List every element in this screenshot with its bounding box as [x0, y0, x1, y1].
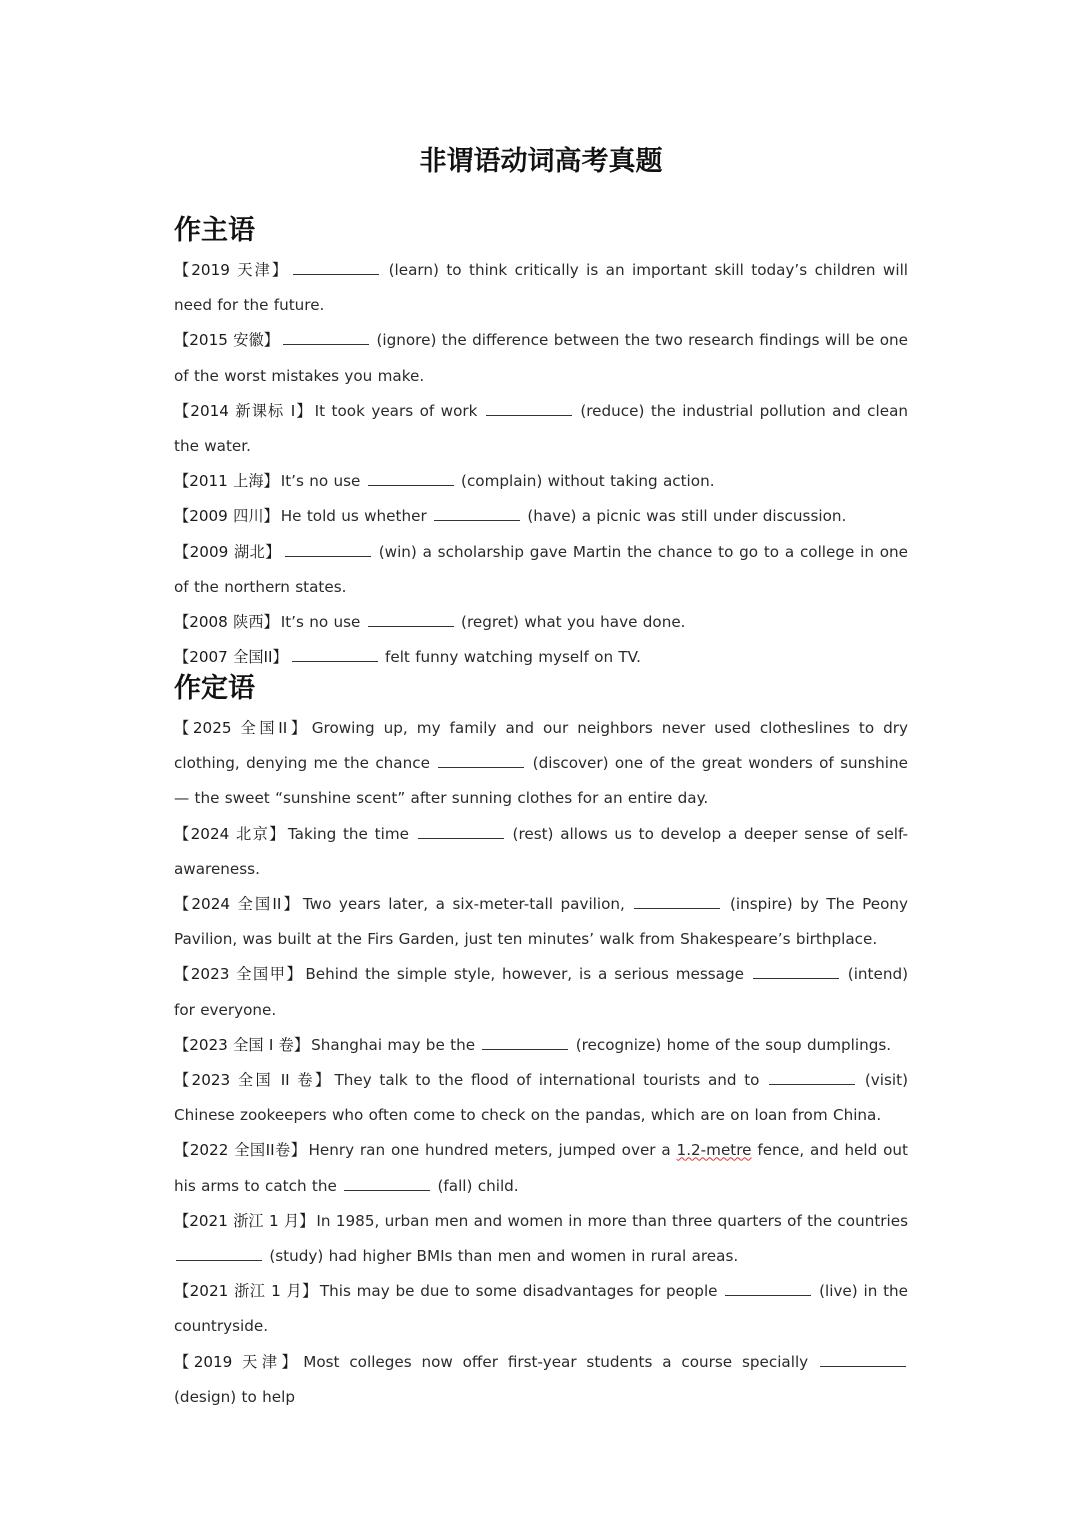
question-text-after: (reduce) the industrial pollution and clean the water. — [174, 401, 909, 456]
question-text-before: It’s no use — [280, 472, 361, 491]
question-item — [174, 535, 908, 605]
answer-blank — [486, 403, 572, 416]
question-item — [174, 499, 908, 534]
question-list-attribute — [174, 711, 908, 1415]
answer-blank — [820, 1354, 906, 1367]
spellcheck-word: 1.2-metre — [676, 1141, 752, 1160]
question-text-before: They talk to the flood of international tourists and to — [334, 1071, 760, 1090]
question-item — [174, 1133, 908, 1203]
question-text-after: (regret) what you have done. — [461, 613, 686, 632]
question-text-before: He told us whether — [280, 507, 427, 526]
question-text-after: (ignore) the difference between the two research findings will be one of the worst mistakes you make. — [174, 331, 909, 385]
answer-blank — [283, 332, 369, 345]
question-text-before: Shanghai may be the — [311, 1035, 476, 1054]
question-source: 【2023 全国甲】 — [174, 965, 304, 984]
question-item — [174, 1063, 908, 1133]
question-text-after: (complain) without taking action. — [461, 472, 715, 491]
question-text-after: (intend) for everyone. — [174, 965, 909, 1019]
question-text-before: It took years of work — [314, 401, 478, 420]
question-source: 【2007 全国II】 — [174, 648, 288, 667]
section-heading-subject: 作主语 — [174, 215, 255, 246]
question-text-after: (learn) to think critically is an important skill today’s children will need for the future. — [174, 261, 909, 315]
question-item — [174, 957, 908, 1027]
answer-blank — [753, 966, 839, 979]
question-text-before: Two years later, a six-meter-tall pavilion, — [302, 895, 625, 914]
question-item — [174, 1028, 908, 1063]
question-text-after: (have) a picnic was still under discussion. — [527, 507, 847, 526]
question-text-after: (discover) one of the great wonders of sunshine — the sweet “sunshine scent” after sunning clothes for an entire day. — [174, 754, 908, 808]
answer-blank — [634, 896, 720, 909]
question-text-after: (visit) Chinese zookeepers who often come to check on the pandas, which are on loan from China. — [174, 1071, 909, 1125]
question-text-before: Most colleges now offer first-year students a course specially — [303, 1352, 809, 1371]
question-list-subject — [174, 253, 908, 675]
question-item — [174, 817, 908, 887]
question-text-before: In 1985, urban men and women in more than three quarters of the countries — [316, 1211, 909, 1230]
question-source: 【2019 天津】 — [174, 1352, 302, 1371]
answer-blank — [368, 614, 454, 627]
question-item — [174, 1274, 908, 1344]
question-text-after: (inspire) by The Peony Pavilion, was built at the Firs Garden, just ten minutes’ walk from Shakespeare’s birthplace. — [174, 895, 908, 949]
answer-blank — [293, 262, 379, 275]
question-source: 【2022 全国II卷】 — [174, 1141, 307, 1160]
question-item — [174, 323, 908, 393]
answer-blank — [368, 473, 454, 486]
answer-blank — [725, 1283, 811, 1296]
question-text-before: Henry ran one hundred meters, jumped over a 1.2-metre fence, and held out his arms to catch the — [174, 1141, 908, 1195]
question-text-before: Taking the time — [287, 824, 409, 843]
question-item — [174, 887, 908, 957]
answer-blank — [434, 508, 520, 521]
question-text-after: (win) a scholarship gave Martin the chance to go to a college in one of the northern states. — [174, 542, 909, 596]
question-source: 【2024 全国II】 — [174, 895, 301, 914]
question-item — [174, 394, 908, 464]
answer-blank — [418, 826, 504, 839]
page-title: 非谓语动词高考真题 — [419, 146, 663, 177]
question-item — [174, 605, 908, 640]
question-source: 【2014 新课标 Ⅰ】 — [174, 401, 313, 420]
question-text-before: This may be due to some disadvantages for people — [319, 1282, 718, 1301]
question-source: 【2025 全国II】 — [174, 719, 310, 737]
question-source: 【2015 安徽】 — [174, 331, 280, 350]
question-text-after: felt funny watching myself on TV. — [385, 648, 641, 667]
question-text-after: (study) had higher BMIs than men and women in rural areas. — [269, 1247, 739, 1266]
question-text-before: Behind the simple style, however, is a serious message — [305, 965, 744, 984]
question-text-after: (live) in the countryside. — [174, 1282, 909, 1336]
answer-blank — [438, 755, 524, 768]
question-item — [174, 464, 908, 499]
question-text-after: (rest) allows us to develop a deeper sense of self-awareness. — [174, 824, 909, 878]
question-text-before: It’s no use — [280, 613, 361, 632]
question-source: 【2021 浙江 1 月】 — [174, 1211, 315, 1230]
question-source: 【2008 陕西】 — [174, 613, 279, 632]
question-source: 【2019 天津】 — [174, 261, 290, 279]
question-source: 【2009 四川】 — [174, 507, 279, 526]
question-source: 【2021 浙江 1 月】 — [174, 1282, 318, 1301]
question-item — [174, 640, 908, 675]
question-source: 【2011 上海】 — [174, 472, 279, 491]
answer-blank — [482, 1037, 568, 1050]
question-source: 【2024 北京】 — [174, 824, 286, 843]
question-item — [174, 1345, 908, 1415]
question-text-after: (fall) child. — [437, 1176, 519, 1195]
question-source: 【2023 全国 II 卷】 — [174, 1071, 333, 1090]
answer-blank — [176, 1248, 262, 1261]
question-source: 【2023 全国 I 卷】 — [174, 1035, 310, 1054]
answer-blank — [285, 544, 371, 557]
question-text-before: Growing up, my family and our neighbors never used clotheslines to dry clothing, denying me the chance — [174, 719, 908, 773]
question-text-after: (recognize) home of the soup dumplings. — [575, 1035, 892, 1054]
question-source: 【2009 湖北】 — [174, 542, 281, 561]
question-item — [174, 1204, 908, 1274]
answer-blank — [769, 1072, 855, 1085]
question-item — [174, 711, 908, 817]
answer-blank — [344, 1178, 430, 1191]
answer-blank — [292, 649, 378, 662]
question-item — [174, 253, 908, 323]
section-heading-attribute: 作定语 — [174, 673, 255, 704]
question-text-after: (design) to help — [174, 1387, 295, 1406]
